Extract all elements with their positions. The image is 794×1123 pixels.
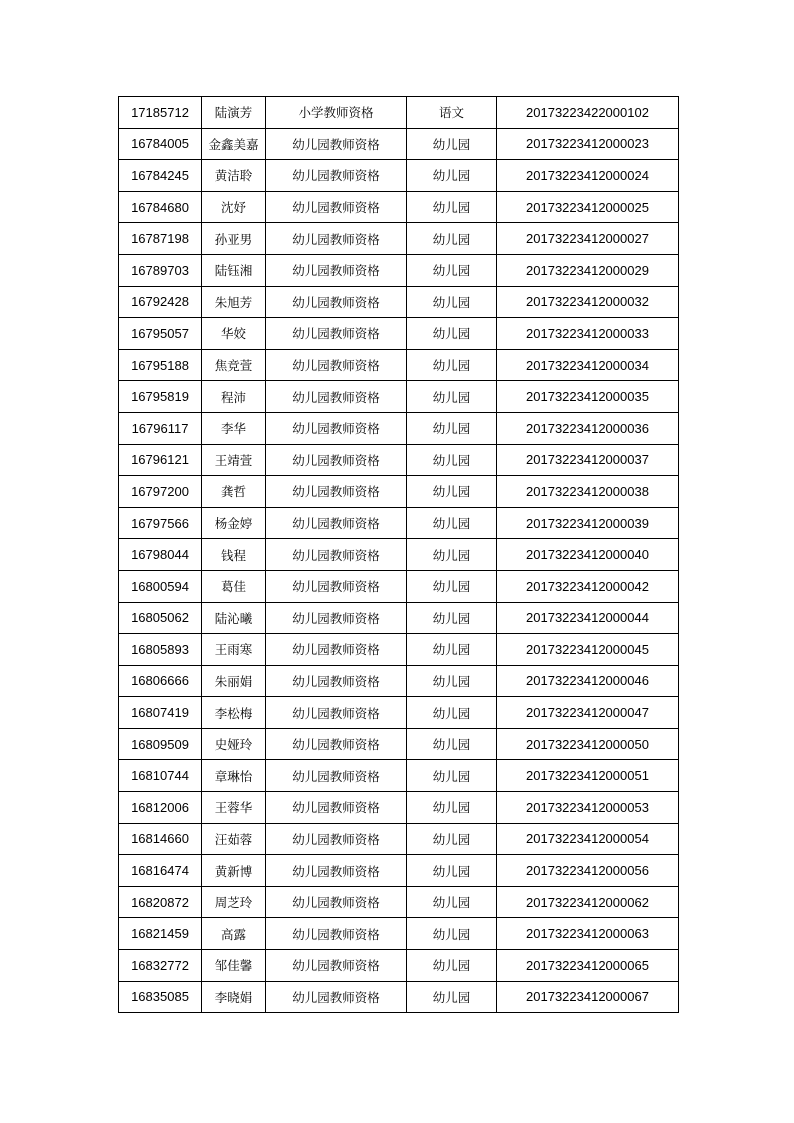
subject-cell: 幼儿园 (407, 191, 497, 223)
subject-cell: 幼儿园 (407, 476, 497, 508)
table-row (119, 349, 679, 381)
subject-cell: 幼儿园 (407, 318, 497, 350)
applicant-id-cell: 16796117 (119, 412, 202, 444)
table-row (119, 728, 679, 760)
certificate-number-cell: 20173223412000054 (497, 823, 679, 855)
applicant-name-cell: 龚哲 (202, 476, 266, 508)
qualification-type-cell: 幼儿园教师资格 (266, 950, 407, 982)
certificate-number-cell: 20173223412000045 (497, 634, 679, 666)
table-row (119, 254, 679, 286)
table-row (119, 191, 679, 223)
applicant-name-cell: 沈妤 (202, 191, 266, 223)
qualification-type-cell: 幼儿园教师资格 (266, 634, 407, 666)
qualification-type-cell: 幼儿园教师资格 (266, 697, 407, 729)
certificate-number-cell: 20173223412000044 (497, 602, 679, 634)
qualification-type-cell: 幼儿园教师资格 (266, 254, 407, 286)
applicant-id-cell: 16816474 (119, 855, 202, 887)
applicant-name-cell: 陆演芳 (202, 97, 266, 129)
applicant-id-cell: 16812006 (119, 792, 202, 824)
table-row (119, 823, 679, 855)
qualification-type-cell: 幼儿园教师资格 (266, 191, 407, 223)
certificate-number-cell: 20173223412000033 (497, 318, 679, 350)
subject-cell: 幼儿园 (407, 823, 497, 855)
applicant-id-cell: 16796121 (119, 444, 202, 476)
table-row (119, 760, 679, 792)
subject-cell: 幼儿园 (407, 981, 497, 1013)
applicant-name-cell: 朱旭芳 (202, 286, 266, 318)
qualification-type-cell: 幼儿园教师资格 (266, 476, 407, 508)
certificate-number-cell: 20173223412000062 (497, 886, 679, 918)
subject-cell: 幼儿园 (407, 950, 497, 982)
certificate-number-cell: 20173223412000035 (497, 381, 679, 413)
subject-cell: 幼儿园 (407, 665, 497, 697)
applicant-id-cell: 16807419 (119, 697, 202, 729)
applicant-name-cell: 焦竞萱 (202, 349, 266, 381)
qualification-type-cell: 幼儿园教师资格 (266, 665, 407, 697)
applicant-id-cell: 16820872 (119, 886, 202, 918)
applicant-id-cell: 16795819 (119, 381, 202, 413)
certificate-number-cell: 20173223412000038 (497, 476, 679, 508)
qualification-type-cell: 幼儿园教师资格 (266, 349, 407, 381)
table-row (119, 539, 679, 571)
certificate-number-cell: 20173223412000029 (497, 254, 679, 286)
subject-cell: 幼儿园 (407, 349, 497, 381)
applicant-id-cell: 16795188 (119, 349, 202, 381)
table-row (119, 160, 679, 192)
applicant-name-cell: 李松梅 (202, 697, 266, 729)
applicant-name-cell: 杨金婷 (202, 507, 266, 539)
subject-cell: 幼儿园 (407, 760, 497, 792)
records-table (118, 96, 679, 1013)
subject-cell: 幼儿园 (407, 697, 497, 729)
subject-cell: 语文 (407, 97, 497, 129)
certificate-number-cell: 20173223412000036 (497, 412, 679, 444)
applicant-id-cell: 16805062 (119, 602, 202, 634)
table-row (119, 981, 679, 1013)
applicant-id-cell: 16792428 (119, 286, 202, 318)
applicant-name-cell: 汪茹蓉 (202, 823, 266, 855)
certificate-number-cell: 20173223412000050 (497, 728, 679, 760)
subject-cell: 幼儿园 (407, 286, 497, 318)
applicant-id-cell: 16797566 (119, 507, 202, 539)
table-row (119, 318, 679, 350)
certificate-number-cell: 20173223412000046 (497, 665, 679, 697)
subject-cell: 幼儿园 (407, 792, 497, 824)
qualification-type-cell: 幼儿园教师资格 (266, 381, 407, 413)
subject-cell: 幼儿园 (407, 507, 497, 539)
qualification-type-cell: 幼儿园教师资格 (266, 160, 407, 192)
applicant-name-cell: 葛佳 (202, 570, 266, 602)
applicant-id-cell: 16814660 (119, 823, 202, 855)
qualification-type-cell: 幼儿园教师资格 (266, 286, 407, 318)
applicant-name-cell: 钱程 (202, 539, 266, 571)
applicant-id-cell: 16832772 (119, 950, 202, 982)
table-row (119, 918, 679, 950)
applicant-name-cell: 章琳怡 (202, 760, 266, 792)
table-row (119, 634, 679, 666)
certificate-number-cell: 20173223412000040 (497, 539, 679, 571)
applicant-id-cell: 16787198 (119, 223, 202, 255)
table-row (119, 444, 679, 476)
applicant-id-cell: 16821459 (119, 918, 202, 950)
subject-cell: 幼儿园 (407, 886, 497, 918)
table-row (119, 412, 679, 444)
table-row (119, 697, 679, 729)
certificate-number-cell: 20173223412000053 (497, 792, 679, 824)
applicant-name-cell: 金鑫美嘉 (202, 128, 266, 160)
applicant-id-cell: 16784245 (119, 160, 202, 192)
certificate-number-cell: 20173223412000027 (497, 223, 679, 255)
certificate-number-cell: 20173223412000042 (497, 570, 679, 602)
applicant-id-cell: 17185712 (119, 97, 202, 129)
qualification-type-cell: 幼儿园教师资格 (266, 602, 407, 634)
subject-cell: 幼儿园 (407, 570, 497, 602)
subject-cell: 幼儿园 (407, 223, 497, 255)
applicant-name-cell: 王雨寒 (202, 634, 266, 666)
certificate-number-cell: 20173223412000025 (497, 191, 679, 223)
applicant-id-cell: 16784005 (119, 128, 202, 160)
applicant-name-cell: 王靖萱 (202, 444, 266, 476)
table-row (119, 665, 679, 697)
subject-cell: 幼儿园 (407, 728, 497, 760)
qualification-type-cell: 幼儿园教师资格 (266, 128, 407, 160)
qualification-type-cell: 幼儿园教师资格 (266, 792, 407, 824)
applicant-name-cell: 华姣 (202, 318, 266, 350)
applicant-id-cell: 16835085 (119, 981, 202, 1013)
table-row (119, 950, 679, 982)
qualification-type-cell: 幼儿园教师资格 (266, 760, 407, 792)
qualification-type-cell: 幼儿园教师资格 (266, 223, 407, 255)
subject-cell: 幼儿园 (407, 855, 497, 887)
applicant-name-cell: 陆钰湘 (202, 254, 266, 286)
applicant-id-cell: 16806666 (119, 665, 202, 697)
subject-cell: 幼儿园 (407, 602, 497, 634)
applicant-name-cell: 黄洁聆 (202, 160, 266, 192)
qualification-type-cell: 幼儿园教师资格 (266, 855, 407, 887)
applicant-name-cell: 朱丽娟 (202, 665, 266, 697)
qualification-type-cell: 幼儿园教师资格 (266, 444, 407, 476)
table-row (119, 855, 679, 887)
subject-cell: 幼儿园 (407, 918, 497, 950)
subject-cell: 幼儿园 (407, 634, 497, 666)
table-row (119, 886, 679, 918)
certificate-number-cell: 20173223412000067 (497, 981, 679, 1013)
applicant-name-cell: 程沛 (202, 381, 266, 413)
subject-cell: 幼儿园 (407, 444, 497, 476)
applicant-id-cell: 16810744 (119, 760, 202, 792)
subject-cell: 幼儿园 (407, 539, 497, 571)
table-row (119, 476, 679, 508)
qualification-type-cell: 幼儿园教师资格 (266, 981, 407, 1013)
certificate-number-cell: 20173223412000056 (497, 855, 679, 887)
table-row (119, 507, 679, 539)
applicant-name-cell: 李华 (202, 412, 266, 444)
qualification-type-cell: 幼儿园教师资格 (266, 918, 407, 950)
table-row (119, 792, 679, 824)
table-row (119, 602, 679, 634)
certificate-number-cell: 20173223412000023 (497, 128, 679, 160)
table-row (119, 128, 679, 160)
applicant-name-cell: 李晓娟 (202, 981, 266, 1013)
applicant-name-cell: 陆沁曦 (202, 602, 266, 634)
qualification-type-cell: 幼儿园教师资格 (266, 570, 407, 602)
certificate-number-cell: 20173223412000047 (497, 697, 679, 729)
applicant-id-cell: 16800594 (119, 570, 202, 602)
table-row (119, 381, 679, 413)
certificate-number-cell: 20173223412000065 (497, 950, 679, 982)
qualification-type-cell: 幼儿园教师资格 (266, 539, 407, 571)
applicant-name-cell: 王蓉华 (202, 792, 266, 824)
applicant-id-cell: 16789703 (119, 254, 202, 286)
table-row (119, 97, 679, 129)
table-row (119, 223, 679, 255)
qualification-type-cell: 小学教师资格 (266, 97, 407, 129)
subject-cell: 幼儿园 (407, 381, 497, 413)
applicant-id-cell: 16805893 (119, 634, 202, 666)
certificate-number-cell: 20173223412000037 (497, 444, 679, 476)
records-table-body (119, 97, 679, 1013)
subject-cell: 幼儿园 (407, 160, 497, 192)
certificate-number-cell: 20173223422000102 (497, 97, 679, 129)
table-row (119, 286, 679, 318)
subject-cell: 幼儿园 (407, 254, 497, 286)
certificate-number-cell: 20173223412000034 (497, 349, 679, 381)
applicant-name-cell: 邹佳馨 (202, 950, 266, 982)
qualification-type-cell: 幼儿园教师资格 (266, 728, 407, 760)
qualification-type-cell: 幼儿园教师资格 (266, 318, 407, 350)
certificate-number-cell: 20173223412000063 (497, 918, 679, 950)
certificate-number-cell: 20173223412000024 (497, 160, 679, 192)
qualification-type-cell: 幼儿园教师资格 (266, 412, 407, 444)
applicant-id-cell: 16798044 (119, 539, 202, 571)
applicant-id-cell: 16795057 (119, 318, 202, 350)
applicant-id-cell: 16809509 (119, 728, 202, 760)
applicant-name-cell: 史娅玲 (202, 728, 266, 760)
certificate-number-cell: 20173223412000051 (497, 760, 679, 792)
qualification-type-cell: 幼儿园教师资格 (266, 886, 407, 918)
subject-cell: 幼儿园 (407, 412, 497, 444)
applicant-name-cell: 孙亚男 (202, 223, 266, 255)
applicant-id-cell: 16797200 (119, 476, 202, 508)
applicant-id-cell: 16784680 (119, 191, 202, 223)
table-row (119, 570, 679, 602)
certificate-number-cell: 20173223412000039 (497, 507, 679, 539)
certificate-number-cell: 20173223412000032 (497, 286, 679, 318)
subject-cell: 幼儿园 (407, 128, 497, 160)
applicant-name-cell: 黄新博 (202, 855, 266, 887)
applicant-name-cell: 高露 (202, 918, 266, 950)
qualification-type-cell: 幼儿园教师资格 (266, 823, 407, 855)
applicant-name-cell: 周芝玲 (202, 886, 266, 918)
qualification-type-cell: 幼儿园教师资格 (266, 507, 407, 539)
